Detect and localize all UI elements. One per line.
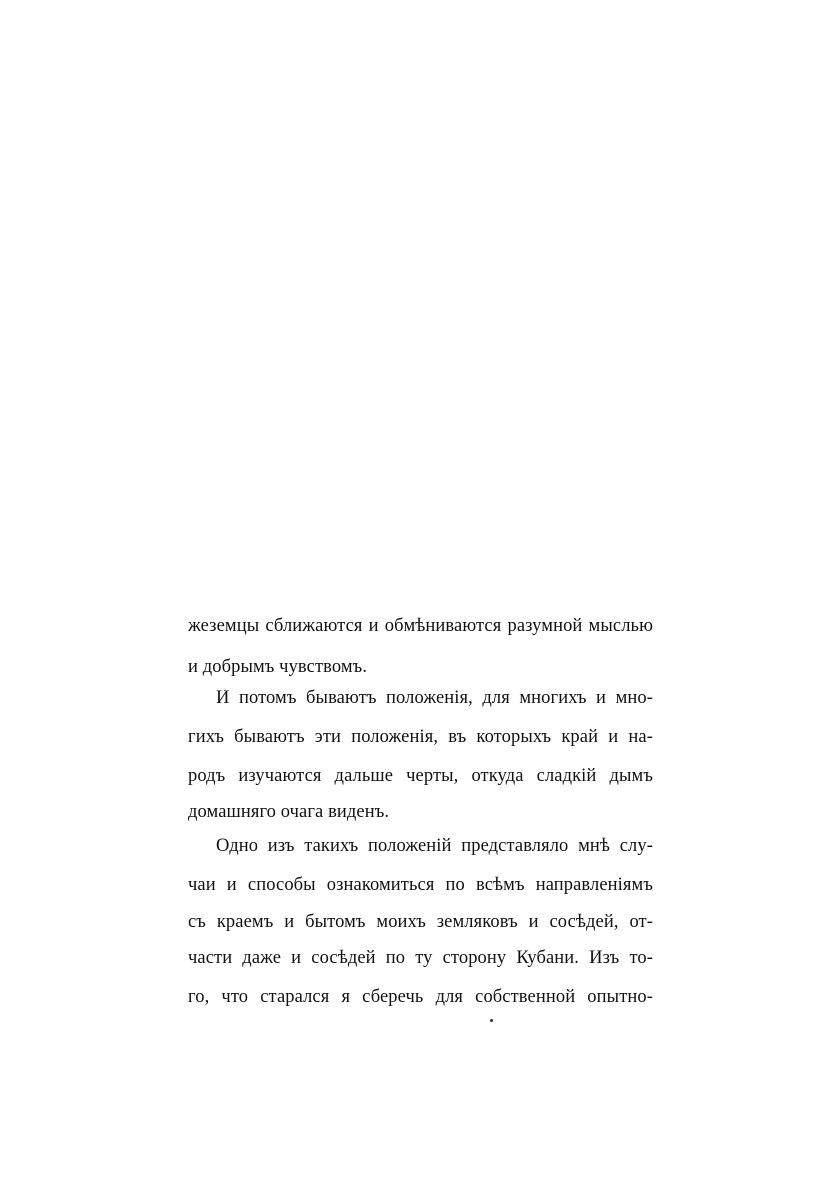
text-line: гихъ бываютъ эти положенія, въ которыхъ край и на- — [188, 727, 653, 747]
text-line: жеземцы сближаются и обмѣниваются разумной мыслью — [188, 616, 653, 636]
text-line: Одно изъ такихъ положеній представляло мнѣ слу- — [216, 836, 653, 856]
text-line: чаи и способы ознакомиться по всѣмъ направленіямъ — [188, 875, 653, 895]
text-line: домашняго очага виденъ. — [188, 802, 390, 822]
text-line: родъ изучаются дальше черты, откуда сладкій дымъ — [188, 766, 653, 786]
text-line: части даже и сосѣдей по ту сторону Кубани. Изъ то- — [188, 948, 653, 968]
text-line: го, что старался я сберечь для собственной опытно- — [188, 987, 653, 1007]
text-line: И потомъ бываютъ положенія, для многихъ и мно- — [216, 688, 653, 708]
text-line: съ краемъ и бытомъ моихъ земляковъ и сосѣдей, от- — [188, 912, 653, 932]
ink-speck — [490, 1019, 493, 1022]
text-line: и добрымъ чувствомъ. — [188, 657, 368, 677]
